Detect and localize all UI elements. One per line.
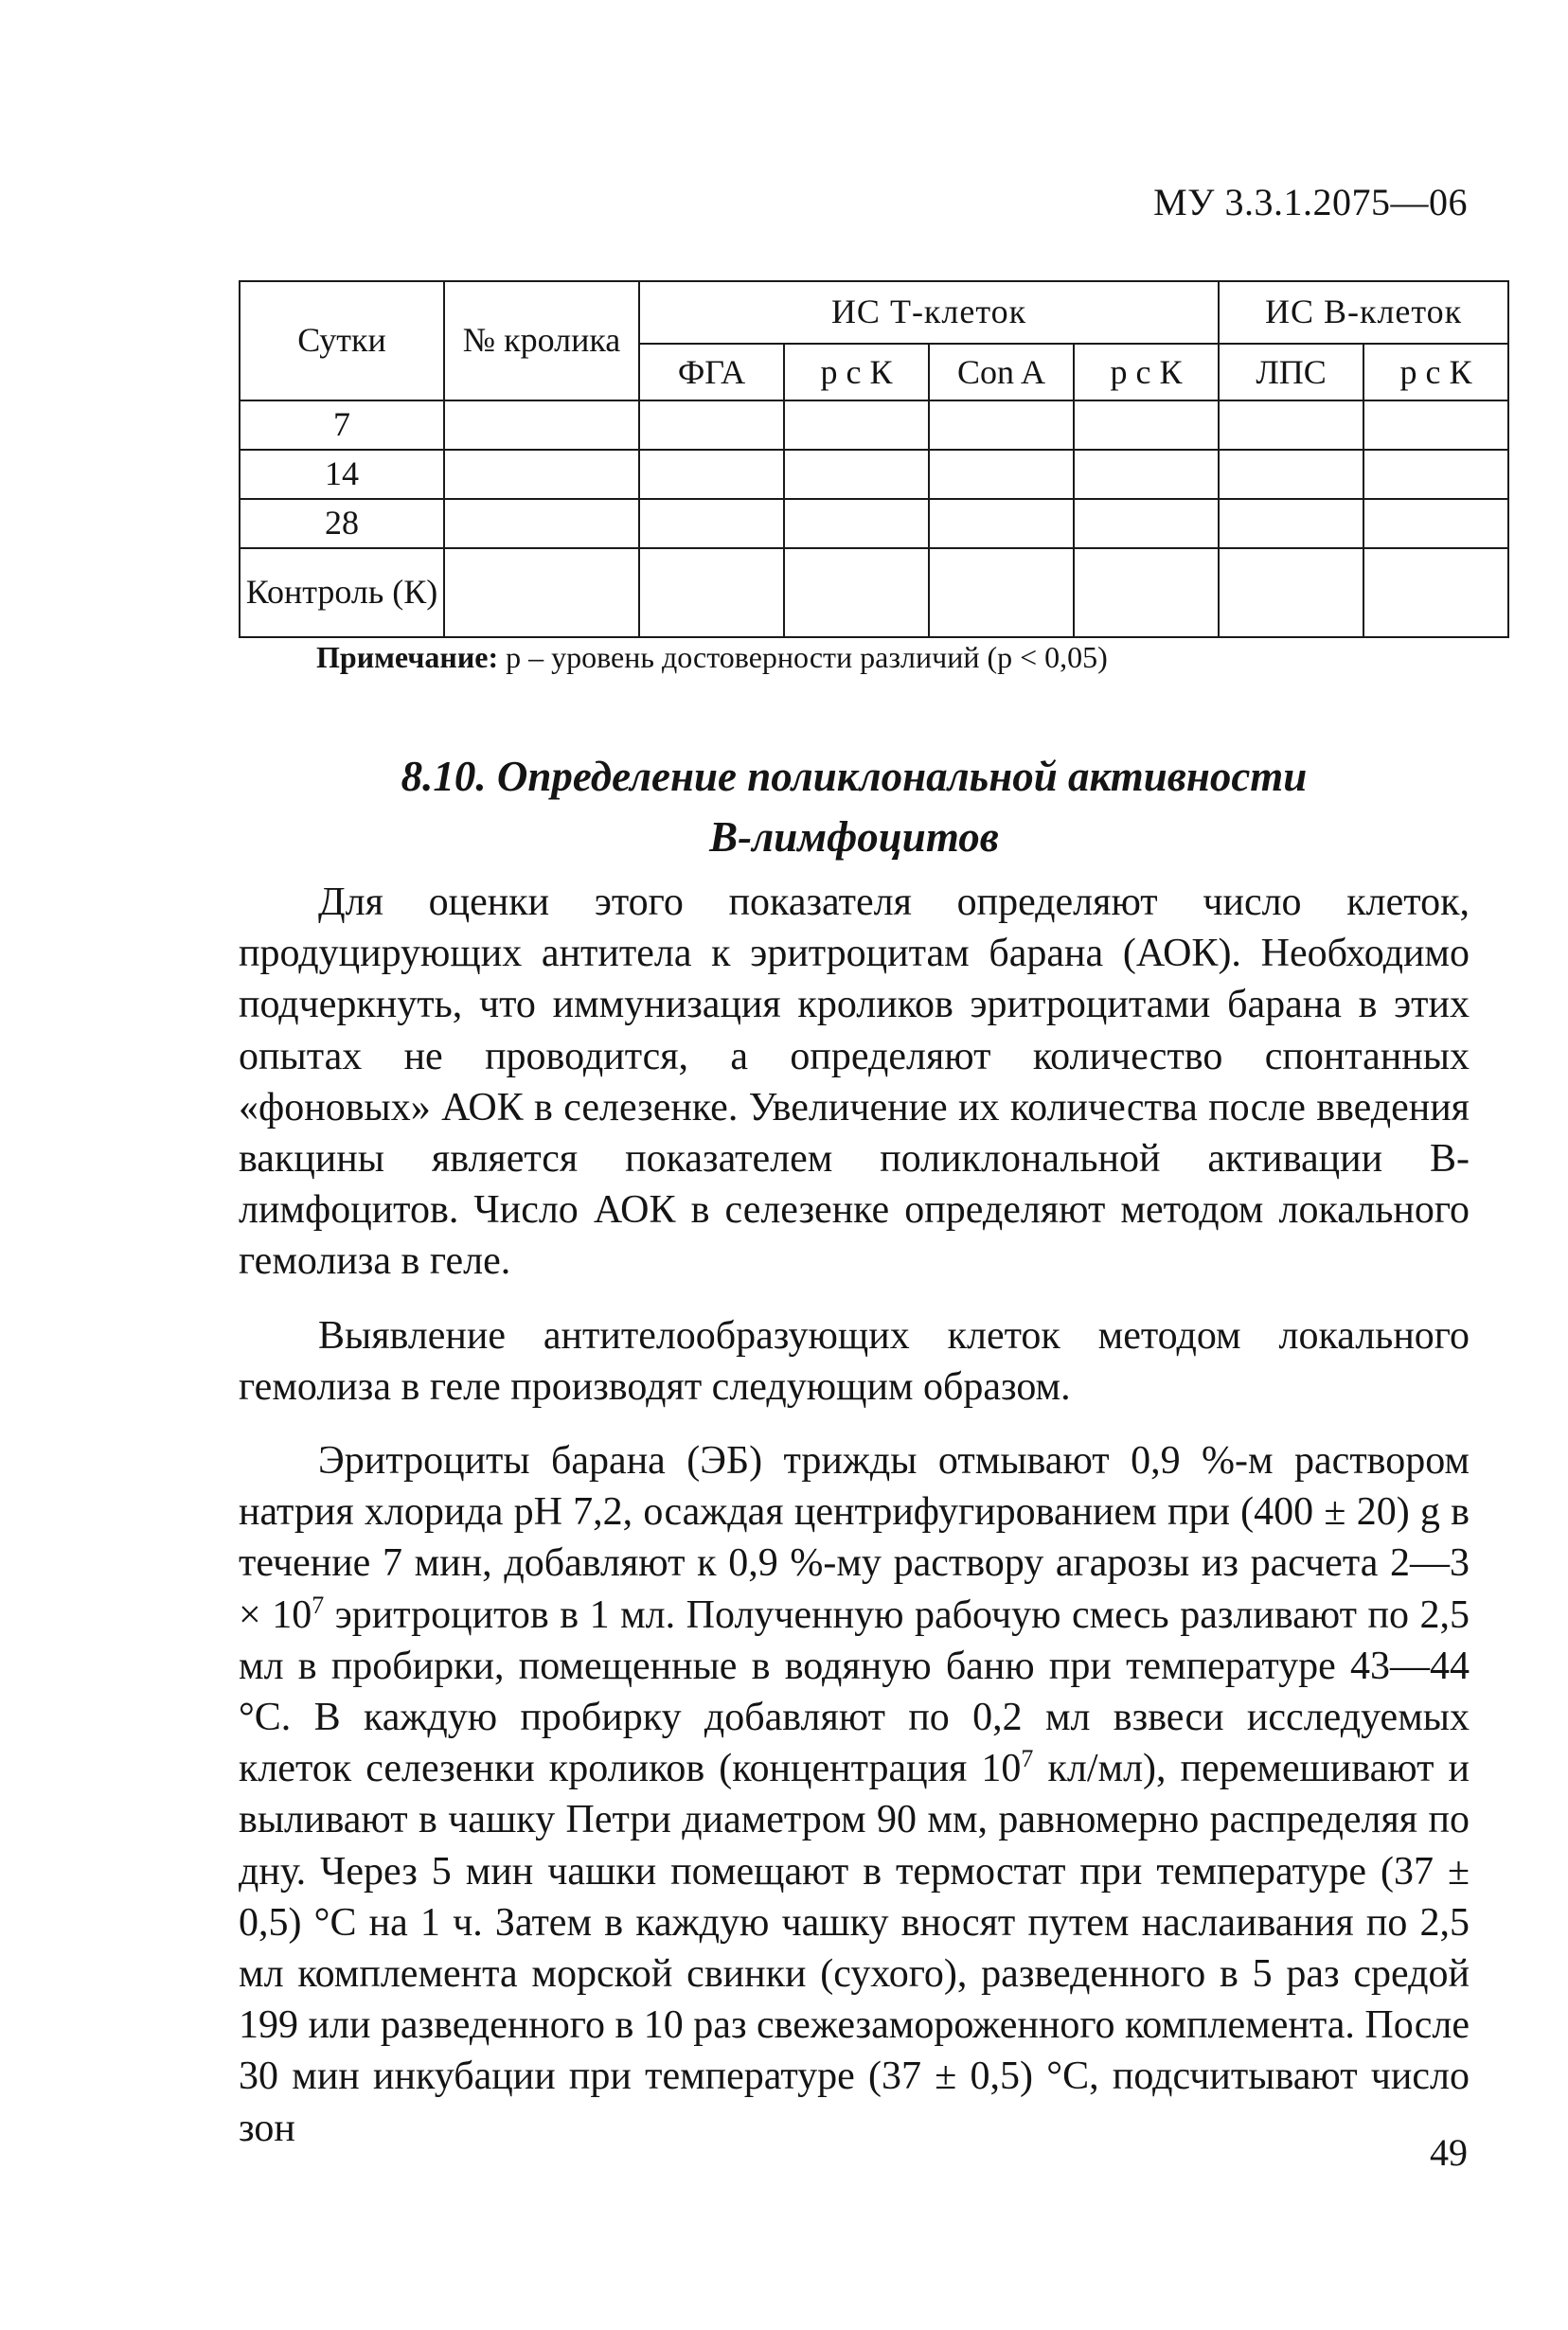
page-number: 49 <box>1430 2131 1468 2174</box>
cell-empty <box>784 450 929 499</box>
document-code: МУ 3.3.1.2075—06 <box>1153 181 1468 223</box>
cell-empty <box>784 400 929 450</box>
cell-day: 14 <box>240 450 444 499</box>
table-row <box>240 450 1508 499</box>
paragraph-part: кл/мл), перемешивают и выливают в чашку Петри диаметром 90 мм, равномерно распределяя по дну. Через 5 мин чашки помещают в термостат при температуре (37 ± 0,5) °С на 1 ч. Затем в каждую чашку вносят путем наслаивания по 2,5 мл комплемента морской свинки (сухого), разведенного в 5 раз средой 199 или разведенного в 10 раз свежезамороженного комплемента. После 30 мин инкубации при температуре (37 ± 0,5) °С, подсчитывают число зон <box>239 1747 1470 2150</box>
results-table <box>239 280 1509 638</box>
cell-empty <box>1363 548 1508 637</box>
cell-empty <box>1219 400 1363 450</box>
cell-empty <box>929 548 1074 637</box>
note-text: р – уровень достоверности различий (р < 0,05) <box>498 640 1108 674</box>
paragraph <box>239 1435 1470 2154</box>
cell-empty <box>929 450 1074 499</box>
cell-empty <box>784 499 929 548</box>
subheader-con-a: Con A <box>929 344 1074 400</box>
section-heading <box>239 746 1470 867</box>
cell-day: Контроль (К) <box>240 548 444 637</box>
cell-empty <box>1219 499 1363 548</box>
section-title-line-1: 8.10. Определение поликлональной активности <box>401 753 1308 800</box>
subheader-p-vs-k-3: р с К <box>1363 344 1508 400</box>
cell-empty <box>1074 400 1219 450</box>
subheader-fga: ФГА <box>639 344 784 400</box>
subheader-p-vs-k-2: р с К <box>1074 344 1219 400</box>
cell-empty <box>1219 450 1363 499</box>
cell-empty <box>639 499 784 548</box>
paragraph-part: Эритроциты барана (ЭБ) трижды отмывают 0,9 %-м раствором натрия хлорида рН 7,2, осаждая центрифугированием при (400 ± 20) g в течение 7 мин, добавляют к 0,9 %-му раствору агарозы из расчета 2—3 × 10 <box>239 1439 1470 1637</box>
table-row <box>240 400 1508 450</box>
superscript-exponent: 7 <box>1021 1745 1034 1773</box>
table-note <box>316 640 1108 675</box>
cell-empty <box>1074 548 1219 637</box>
cell-day: 7 <box>240 400 444 450</box>
superscript-exponent: 7 <box>312 1591 325 1619</box>
cell-empty <box>1363 400 1508 450</box>
cell-empty <box>929 400 1074 450</box>
cell-empty <box>444 450 639 499</box>
cell-empty <box>1363 499 1508 548</box>
cell-empty <box>444 400 639 450</box>
cell-empty <box>1219 548 1363 637</box>
table-row <box>240 499 1508 548</box>
group-header-b-cells: ИС В-клеток <box>1219 281 1508 344</box>
paragraph: Для оценки этого показателя определяют число клеток, продуцирующих антитела к эритроцитам барана (АОК). Необходимо подчеркнуть, что иммунизация кроликов эритроцитами барана в этих опытах не проводится, а определяют количество спонтанных «фоновых» АОК в селезенке. Увеличение их количества после введения вакцины является показателем поликлональной активации В-лимфоцитов. Число АОК в селезенке определяют методом локального гемолиза в геле. <box>239 880 1470 1284</box>
subheader-p-vs-k-1: р с К <box>784 344 929 400</box>
cell-empty <box>1074 499 1219 548</box>
cell-empty <box>1074 450 1219 499</box>
paragraph: Выявление антителообразующих клеток методом локального гемолиза в геле производят следующим образом. <box>239 1313 1470 1409</box>
cell-empty <box>639 548 784 637</box>
cell-empty <box>639 400 784 450</box>
subheader-lps: ЛПС <box>1219 344 1363 400</box>
table-row <box>240 548 1508 637</box>
col-header-rabbit: № кролика <box>444 281 639 400</box>
body-text <box>239 877 1470 2177</box>
col-header-day: Сутки <box>240 281 444 400</box>
cell-empty <box>444 548 639 637</box>
cell-day: 28 <box>240 499 444 548</box>
cell-empty <box>929 499 1074 548</box>
cell-empty <box>444 499 639 548</box>
cell-empty <box>1363 450 1508 499</box>
paragraph-part: эритроцитов в 1 мл. Полученную рабочую смесь разливают по 2,5 мл в пробирки, помещенные в водяную баню при температуре 43—44 °С. В каждую пробирку добавляют по 0,2 мл взвеси исследуемых клеток селезенки кроликов (концентрация 10 <box>239 1592 1470 1791</box>
cell-empty <box>784 548 929 637</box>
cell-empty <box>639 450 784 499</box>
note-label: Примечание: <box>316 640 499 674</box>
table-header-row <box>240 281 1508 344</box>
section-title-line-2: В-лимфоцитов <box>709 813 999 861</box>
group-header-t-cells: ИС Т-клеток <box>639 281 1219 344</box>
